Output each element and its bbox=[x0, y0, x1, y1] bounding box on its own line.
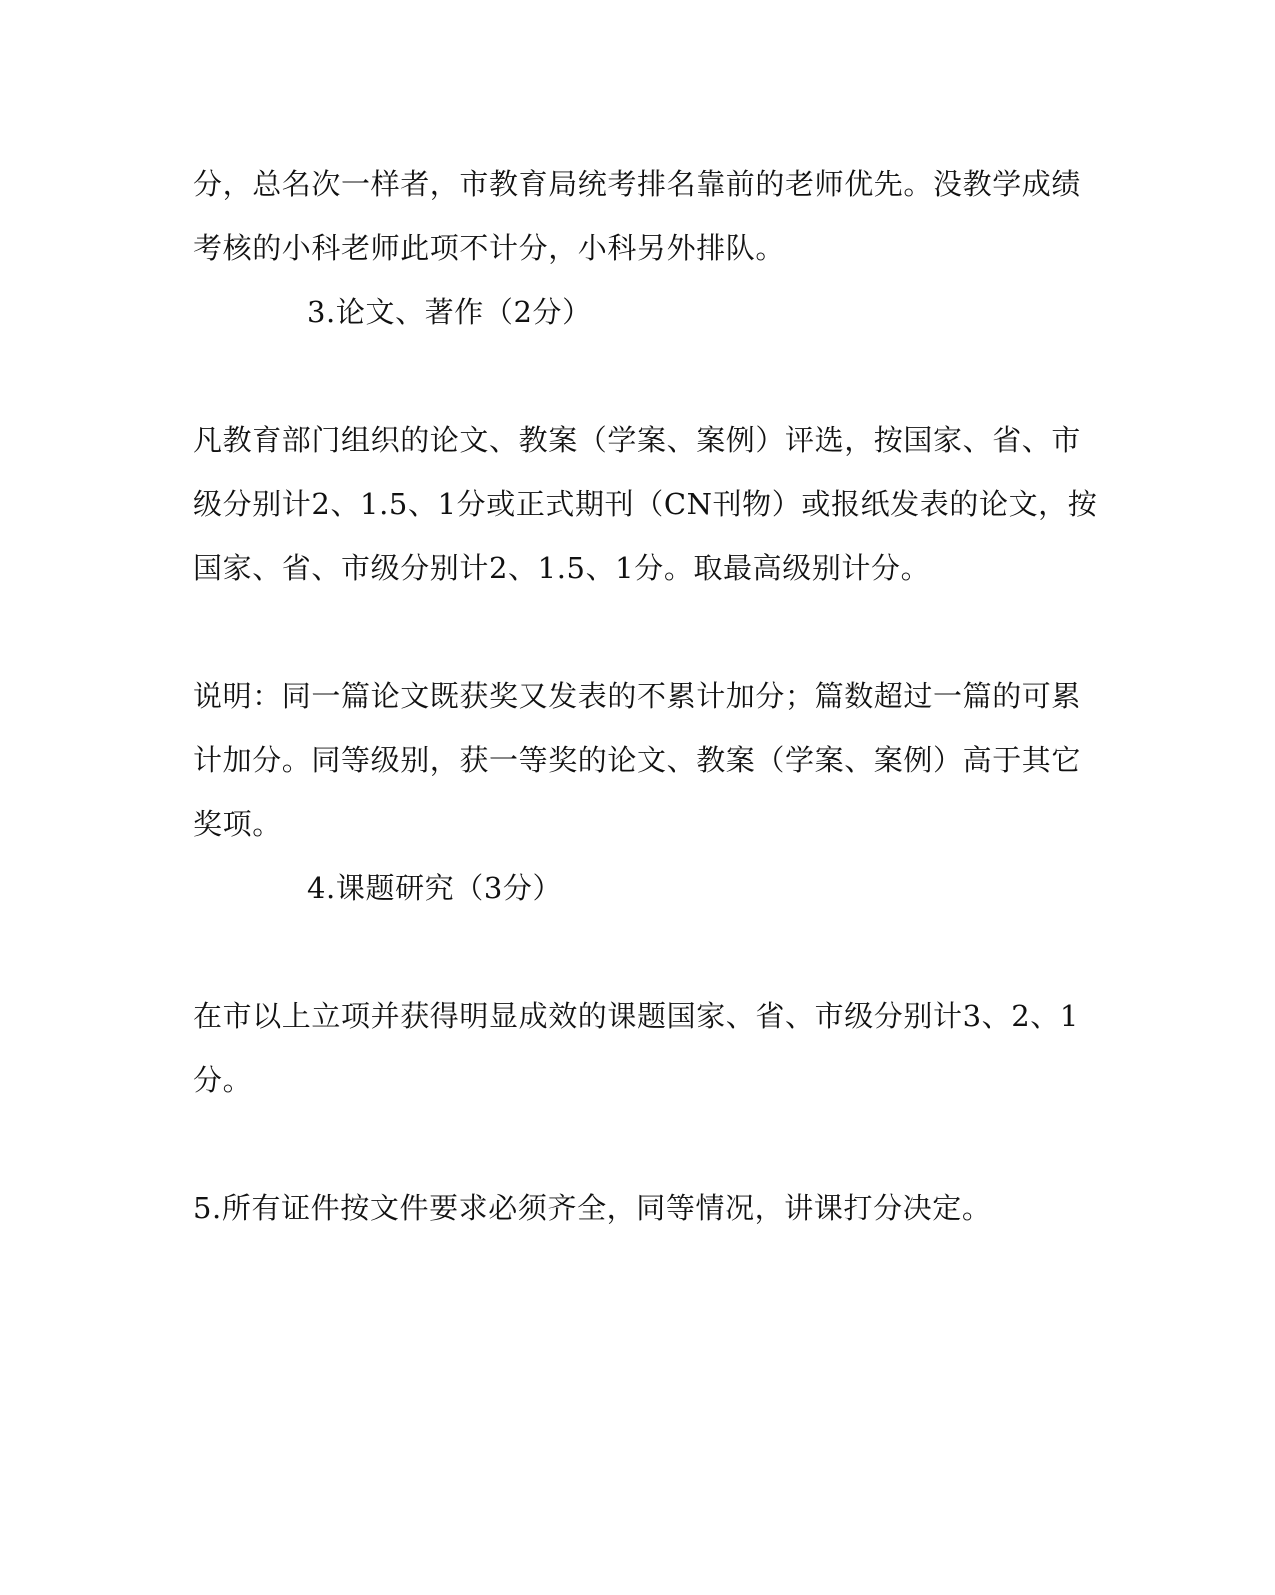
paragraph-2-line-2: 级分别计2、1.5、1分或正式期刊（CN刊物）或报纸发表的论文，按 bbox=[193, 487, 1098, 521]
paragraph-2-line-1: 凡教育部门组织的论文、教案（学案、案例）评选，按国家、省、市 bbox=[193, 423, 1082, 457]
section-heading-3: 3.论文、著作（2分） bbox=[307, 295, 592, 329]
paragraph-1-line-2: 考核的小科老师此项不计分，小科另外排队。 bbox=[193, 231, 786, 265]
paragraph-4-line-2: 分。 bbox=[193, 1063, 253, 1097]
paragraph-4-line-1: 在市以上立项并获得明显成效的课题国家、省、市级分别计3、2、1 bbox=[193, 999, 1079, 1033]
paragraph-3-line-2: 计加分。同等级别，获一等奖的论文、教案（学案、案例）高于其它 bbox=[193, 743, 1082, 777]
paragraph-1-line-1: 分，总名次一样者，市教育局统考排名靠前的老师优先。没教学成绩 bbox=[193, 167, 1082, 201]
section-heading-4: 4.课题研究（3分） bbox=[307, 871, 563, 905]
paragraph-3-line-3: 奖项。 bbox=[193, 807, 282, 841]
paragraph-5-line-1: 5.所有证件按文件要求必须齐全，同等情况，讲课打分决定。 bbox=[193, 1191, 992, 1225]
paragraph-3-line-1: 说明：同一篇论文既获奖又发表的不累计加分；篇数超过一篇的可累 bbox=[193, 679, 1082, 713]
paragraph-2-line-3: 国家、省、市级分别计2、1.5、1分。取最高级别计分。 bbox=[193, 551, 931, 585]
